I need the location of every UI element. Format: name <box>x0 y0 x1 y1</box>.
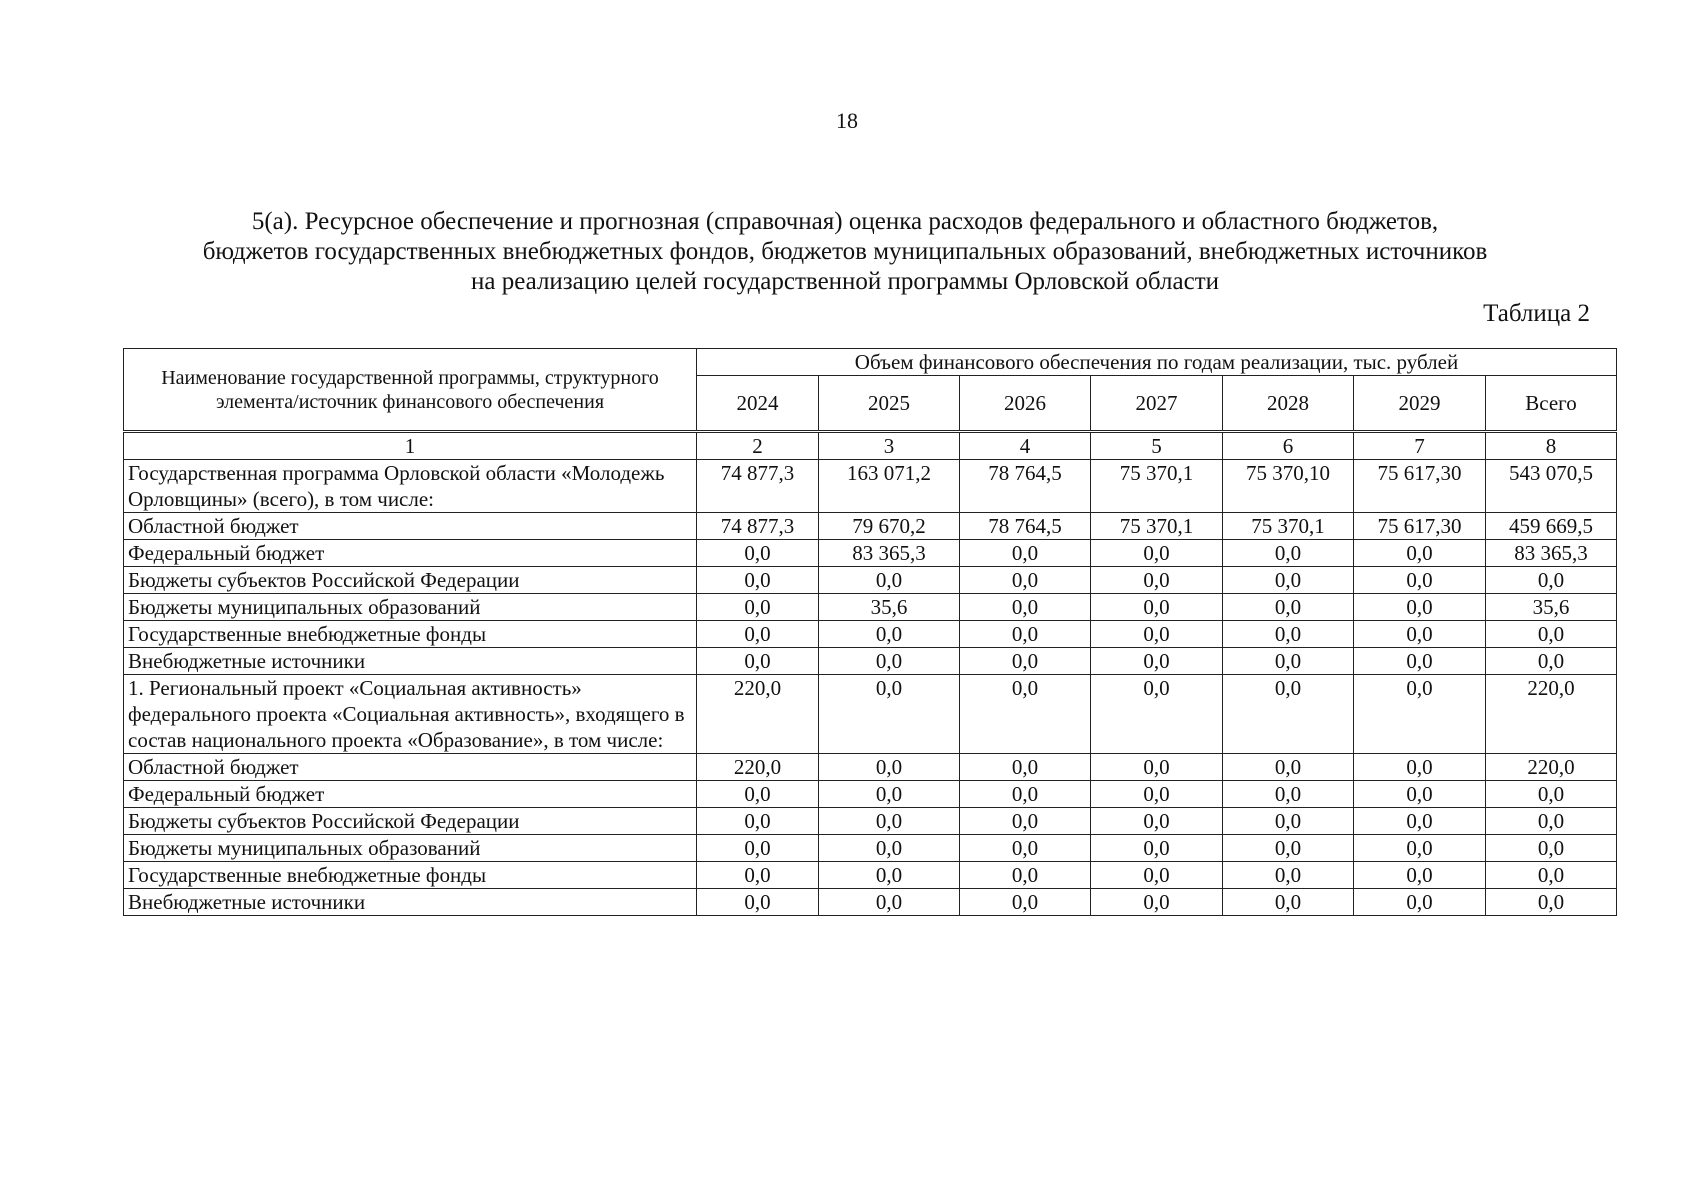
value-cell: 0,0 <box>819 808 960 835</box>
value-cell: 459 669,5 <box>1486 513 1617 540</box>
value-cell: 0,0 <box>960 648 1091 675</box>
value-cell: 0,0 <box>1486 621 1617 648</box>
value-cell: 0,0 <box>697 835 819 862</box>
row-name-cell: Государственная программа Орловской области «Молодежь Орловщины» (всего), в том числе: <box>124 460 697 513</box>
row-name-cell: 1. Региональный проект «Социальная активность» федерального проекта «Социальная активность», входящего в состав национального проекта «Образование», в том числе: <box>124 675 697 754</box>
value-cell: 0,0 <box>1354 754 1486 781</box>
table-row <box>124 567 1617 594</box>
page-number: 18 <box>836 108 858 133</box>
value-cell: 0,0 <box>1486 781 1617 808</box>
table-row <box>124 808 1617 835</box>
year-header-cell: 2026 <box>960 376 1091 432</box>
value-cell: 220,0 <box>1486 675 1617 754</box>
value-cell: 0,0 <box>819 567 960 594</box>
value-cell: 83 365,3 <box>819 540 960 567</box>
value-cell: 0,0 <box>960 567 1091 594</box>
value-cell: 0,0 <box>960 862 1091 889</box>
value-cell: 75 617,30 <box>1354 513 1486 540</box>
value-cell: 0,0 <box>960 835 1091 862</box>
value-cell: 0,0 <box>1091 621 1223 648</box>
value-cell: 0,0 <box>697 862 819 889</box>
column-number-cell: 6 <box>1223 432 1354 460</box>
table-row <box>124 754 1617 781</box>
column-number-cell: 4 <box>960 432 1091 460</box>
value-cell: 0,0 <box>1486 835 1617 862</box>
table-row <box>124 648 1617 675</box>
value-cell: 0,0 <box>697 648 819 675</box>
value-cell: 0,0 <box>1091 835 1223 862</box>
value-cell: 0,0 <box>1223 540 1354 567</box>
value-cell: 75 617,30 <box>1354 460 1486 513</box>
row-name-cell: Бюджеты субъектов Российской Федерации <box>124 808 697 835</box>
value-cell: 0,0 <box>1091 889 1223 916</box>
value-cell: 0,0 <box>1091 567 1223 594</box>
value-cell: 0,0 <box>819 781 960 808</box>
value-cell: 0,0 <box>1354 567 1486 594</box>
value-cell: 0,0 <box>1091 754 1223 781</box>
value-cell: 0,0 <box>960 675 1091 754</box>
value-cell: 163 071,2 <box>819 460 960 513</box>
header-name-cell: Наименование государственной программы, структурного элемента/источник финансового обеспечения <box>124 349 697 432</box>
value-cell: 0,0 <box>1091 675 1223 754</box>
value-cell: 83 365,3 <box>1486 540 1617 567</box>
year-header-cell: 2025 <box>819 376 960 432</box>
value-cell: 0,0 <box>1354 889 1486 916</box>
header-group-cell: Объем финансового обеспечения по годам реализации, тыс. рублей <box>697 349 1617 376</box>
value-cell: 79 670,2 <box>819 513 960 540</box>
value-cell: 0,0 <box>1091 781 1223 808</box>
table-row <box>124 781 1617 808</box>
value-cell: 0,0 <box>1223 621 1354 648</box>
value-cell: 0,0 <box>1354 675 1486 754</box>
value-cell: 0,0 <box>1354 594 1486 621</box>
value-cell: 0,0 <box>819 835 960 862</box>
value-cell: 35,6 <box>819 594 960 621</box>
value-cell: 0,0 <box>1486 889 1617 916</box>
column-number-cell: 8 <box>1486 432 1617 460</box>
value-cell: 0,0 <box>1223 754 1354 781</box>
row-name-cell: Областной бюджет <box>124 513 697 540</box>
value-cell: 0,0 <box>1223 808 1354 835</box>
table-row <box>124 862 1617 889</box>
row-name-cell: Бюджеты муниципальных образований <box>124 594 697 621</box>
value-cell: 0,0 <box>1223 862 1354 889</box>
value-cell: 0,0 <box>1223 835 1354 862</box>
value-cell: 0,0 <box>1091 808 1223 835</box>
document-title <box>120 207 1570 297</box>
value-cell: 0,0 <box>1223 781 1354 808</box>
row-name-cell: Бюджеты муниципальных образований <box>124 835 697 862</box>
table-label: Таблица 2 <box>1483 300 1590 327</box>
value-cell: 0,0 <box>960 754 1091 781</box>
value-cell: 74 877,3 <box>697 513 819 540</box>
value-cell: 0,0 <box>1091 594 1223 621</box>
value-cell: 0,0 <box>697 594 819 621</box>
value-cell: 0,0 <box>1223 889 1354 916</box>
value-cell: 220,0 <box>697 754 819 781</box>
title-line-2: бюджетов государственных внебюджетных фондов, бюджетов муниципальных образований, внебюджетных источников <box>202 238 1488 265</box>
row-name-cell: Государственные внебюджетные фонды <box>124 862 697 889</box>
value-cell: 0,0 <box>819 862 960 889</box>
value-cell: 0,0 <box>960 594 1091 621</box>
value-cell: 0,0 <box>819 754 960 781</box>
value-cell: 0,0 <box>1486 567 1617 594</box>
value-cell: 0,0 <box>1223 567 1354 594</box>
table-row <box>124 513 1617 540</box>
value-cell: 0,0 <box>1091 648 1223 675</box>
value-cell: 0,0 <box>819 675 960 754</box>
row-name-cell: Внебюджетные источники <box>124 889 697 916</box>
row-name-cell: Федеральный бюджет <box>124 540 697 567</box>
column-number-cell: 3 <box>819 432 960 460</box>
year-header-cell: 2027 <box>1091 376 1223 432</box>
value-cell: 0,0 <box>819 648 960 675</box>
value-cell: 220,0 <box>1486 754 1617 781</box>
value-cell: 220,0 <box>697 675 819 754</box>
year-header-cell: 2024 <box>697 376 819 432</box>
value-cell: 0,0 <box>1486 648 1617 675</box>
table-row <box>124 889 1617 916</box>
row-name-cell: Внебюджетные источники <box>124 648 697 675</box>
value-cell: 0,0 <box>1223 675 1354 754</box>
value-cell: 0,0 <box>960 781 1091 808</box>
value-cell: 74 877,3 <box>697 460 819 513</box>
value-cell: 0,0 <box>697 567 819 594</box>
column-number-cell: 7 <box>1354 432 1486 460</box>
table-row <box>124 540 1617 567</box>
value-cell: 0,0 <box>819 621 960 648</box>
value-cell: 75 370,1 <box>1091 460 1223 513</box>
table-row <box>124 835 1617 862</box>
value-cell: 35,6 <box>1486 594 1617 621</box>
value-cell: 0,0 <box>1354 835 1486 862</box>
column-number-cell: 5 <box>1091 432 1223 460</box>
year-header-cell: 2028 <box>1223 376 1354 432</box>
table-row <box>124 594 1617 621</box>
value-cell: 78 764,5 <box>960 460 1091 513</box>
value-cell: 0,0 <box>1091 540 1223 567</box>
value-cell: 0,0 <box>1223 648 1354 675</box>
row-name-cell: Федеральный бюджет <box>124 781 697 808</box>
table-body <box>124 349 1617 916</box>
value-cell: 75 370,1 <box>1091 513 1223 540</box>
year-header-cell: 2029 <box>1354 376 1486 432</box>
year-header-cell: Всего <box>1486 376 1617 432</box>
title-line-3: на реализацию целей государственной программы Орловской области <box>471 268 1219 295</box>
value-cell: 0,0 <box>1223 594 1354 621</box>
value-cell: 0,0 <box>1486 808 1617 835</box>
value-cell: 78 764,5 <box>960 513 1091 540</box>
value-cell: 0,0 <box>1354 808 1486 835</box>
row-name-cell: Областной бюджет <box>124 754 697 781</box>
value-cell: 0,0 <box>697 808 819 835</box>
financing-table <box>123 348 1617 916</box>
value-cell: 0,0 <box>697 781 819 808</box>
value-cell: 0,0 <box>960 540 1091 567</box>
header-row <box>124 349 1617 376</box>
row-name-cell: Государственные внебюджетные фонды <box>124 621 697 648</box>
value-cell: 0,0 <box>697 540 819 567</box>
value-cell: 0,0 <box>1354 621 1486 648</box>
table-row <box>124 460 1617 513</box>
value-cell: 0,0 <box>1354 781 1486 808</box>
value-cell: 0,0 <box>960 808 1091 835</box>
value-cell: 0,0 <box>960 889 1091 916</box>
value-cell: 0,0 <box>1486 862 1617 889</box>
value-cell: 0,0 <box>697 621 819 648</box>
value-cell: 0,0 <box>1354 648 1486 675</box>
value-cell: 75 370,1 <box>1223 513 1354 540</box>
value-cell: 75 370,10 <box>1223 460 1354 513</box>
title-line-1: 5(а). Ресурсное обеспечение и прогнозная (справочная) оценка расходов федерального и областного бюджетов, <box>251 208 1439 235</box>
column-number-cell: 2 <box>697 432 819 460</box>
value-cell: 0,0 <box>960 621 1091 648</box>
column-number-cell: 1 <box>124 432 697 460</box>
table-row <box>124 675 1617 754</box>
table-row <box>124 621 1617 648</box>
column-number-row <box>124 432 1617 460</box>
value-cell: 0,0 <box>1354 862 1486 889</box>
row-name-cell: Бюджеты субъектов Российской Федерации <box>124 567 697 594</box>
value-cell: 0,0 <box>1091 862 1223 889</box>
value-cell: 543 070,5 <box>1486 460 1617 513</box>
value-cell: 0,0 <box>697 889 819 916</box>
value-cell: 0,0 <box>819 889 960 916</box>
value-cell: 0,0 <box>1354 540 1486 567</box>
